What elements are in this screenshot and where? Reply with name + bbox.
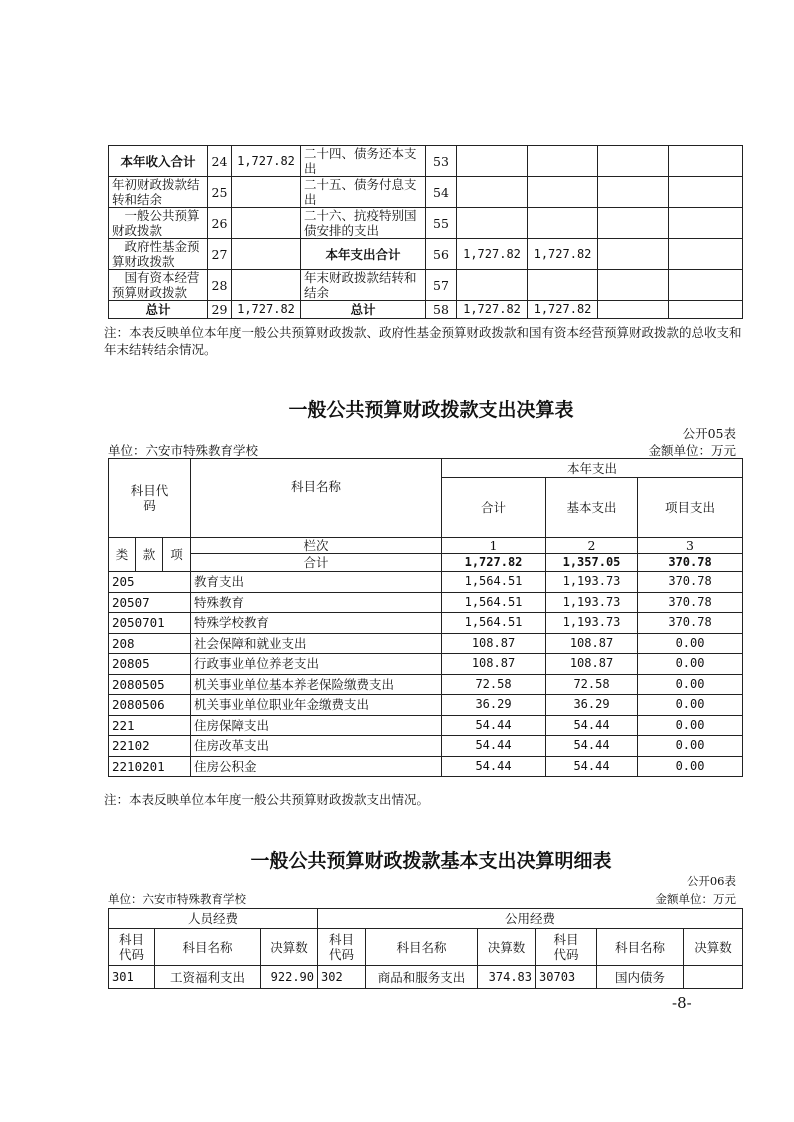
table-cell bbox=[457, 270, 528, 301]
table-cell: 商品和服务支出 bbox=[366, 966, 478, 989]
header-xiang: 项 bbox=[163, 538, 191, 572]
table-cell bbox=[598, 301, 669, 319]
col-number: 1 bbox=[442, 538, 546, 554]
table1-note: 注：本表反映单位本年度一般公共预算财政拨款、政府性基金预算财政拨款和国有资本经营预算财政拨款的总收支和年末结转结余情况。 bbox=[104, 325, 742, 357]
header-amount: 决算数 bbox=[478, 929, 536, 966]
table-cell bbox=[669, 239, 743, 270]
header-year: 本年支出 bbox=[442, 459, 743, 478]
table-cell: 26 bbox=[208, 208, 232, 239]
basic: 108.87 bbox=[546, 654, 638, 675]
table-cell: 一般公共预算财政拨款 bbox=[109, 208, 208, 239]
subject-name: 机关事业单位职业年金缴费支出 bbox=[191, 695, 442, 716]
table-cell: 28 bbox=[208, 270, 232, 301]
header-code: 科目代码 bbox=[536, 929, 597, 966]
table-cell bbox=[669, 301, 743, 319]
table-cell: 1,727.82 bbox=[232, 301, 301, 319]
sum-project: 370.78 bbox=[638, 554, 743, 572]
header-amount: 决算数 bbox=[684, 929, 743, 966]
total: 1,564.51 bbox=[442, 613, 546, 634]
sum-label: 合计 bbox=[191, 554, 442, 572]
basic: 72.58 bbox=[546, 674, 638, 695]
subject-name: 住房公积金 bbox=[191, 756, 442, 777]
header-code: 科目代码 bbox=[109, 929, 155, 966]
basic: 108.87 bbox=[546, 633, 638, 654]
subject-name: 特殊学校教育 bbox=[191, 613, 442, 634]
table2-note: 注：本表反映单位本年度一般公共预算财政拨款支出情况。 bbox=[104, 792, 430, 807]
table-row bbox=[109, 736, 743, 757]
income-expense-table bbox=[108, 145, 743, 319]
basic: 54.44 bbox=[546, 736, 638, 757]
subject-name: 特殊教育 bbox=[191, 592, 442, 613]
table-cell: 301 bbox=[109, 966, 155, 989]
table-cell bbox=[669, 177, 743, 208]
table2-code: 公开05表 bbox=[682, 426, 736, 441]
table-cell: 57 bbox=[426, 270, 457, 301]
table-cell bbox=[232, 208, 301, 239]
table-row bbox=[109, 177, 743, 208]
table-row bbox=[109, 654, 743, 675]
header-lanci: 栏次 bbox=[191, 538, 442, 554]
table-cell bbox=[457, 146, 528, 177]
basic: 36.29 bbox=[546, 695, 638, 716]
subject-code: 2050701 bbox=[109, 613, 191, 634]
table-cell: 25 bbox=[208, 177, 232, 208]
table-cell bbox=[457, 208, 528, 239]
table-cell: 二十五、债务付息支出 bbox=[301, 177, 426, 208]
header-project: 项目支出 bbox=[638, 478, 743, 538]
table-row bbox=[109, 674, 743, 695]
table-cell bbox=[669, 270, 743, 301]
table-cell: 30703 bbox=[536, 966, 597, 989]
subject-code: 2080505 bbox=[109, 674, 191, 695]
project: 0.00 bbox=[638, 654, 743, 675]
table-cell: 58 bbox=[426, 301, 457, 319]
subject-name: 住房改革支出 bbox=[191, 736, 442, 757]
table-cell: 政府性基金预算财政拨款 bbox=[109, 239, 208, 270]
table3-code: 公开06表 bbox=[686, 874, 736, 888]
basic: 1,193.73 bbox=[546, 613, 638, 634]
table-cell: 27 bbox=[208, 239, 232, 270]
table-cell: 本年收入合计 bbox=[109, 146, 208, 177]
table3-unit: 单位：六安市特殊教育学校 bbox=[108, 892, 246, 906]
total: 54.44 bbox=[442, 756, 546, 777]
table-row bbox=[109, 756, 743, 777]
table-cell: 年初财政拨款结转和结余 bbox=[109, 177, 208, 208]
subject-code: 2210201 bbox=[109, 756, 191, 777]
table-cell: 二十六、抗疫特别国债安排的支出 bbox=[301, 208, 426, 239]
table-cell: 总计 bbox=[301, 301, 426, 319]
header-name: 科目名称 bbox=[155, 929, 261, 966]
header-kuan: 款 bbox=[136, 538, 163, 572]
project: 370.78 bbox=[638, 572, 743, 593]
table-cell: 29 bbox=[208, 301, 232, 319]
table-cell bbox=[598, 239, 669, 270]
table-row bbox=[109, 239, 743, 270]
col-number: 3 bbox=[638, 538, 743, 554]
subject-code: 221 bbox=[109, 715, 191, 736]
table3-money-unit: 金额单位：万元 bbox=[655, 892, 736, 906]
table-cell: 国有资本经营预算财政拨款 bbox=[109, 270, 208, 301]
page-number: -8- bbox=[672, 994, 692, 1012]
table-cell bbox=[528, 177, 598, 208]
header-name: 科目名称 bbox=[597, 929, 684, 966]
subject-name: 住房保障支出 bbox=[191, 715, 442, 736]
col-number: 2 bbox=[546, 538, 638, 554]
total: 1,564.51 bbox=[442, 592, 546, 613]
header-row bbox=[109, 929, 743, 966]
project: 0.00 bbox=[638, 715, 743, 736]
table-cell bbox=[684, 966, 743, 989]
subject-code: 20507 bbox=[109, 592, 191, 613]
project: 0.00 bbox=[638, 633, 743, 654]
table-cell: 1,727.82 bbox=[457, 301, 528, 319]
table-cell: 二十四、债务还本支出 bbox=[301, 146, 426, 177]
total: 108.87 bbox=[442, 633, 546, 654]
total: 1,564.51 bbox=[442, 572, 546, 593]
table-cell: 922.90 bbox=[261, 966, 318, 989]
table-row bbox=[109, 208, 743, 239]
table-cell: 1,727.82 bbox=[232, 146, 301, 177]
table-row bbox=[109, 633, 743, 654]
project: 370.78 bbox=[638, 613, 743, 634]
table-cell bbox=[528, 270, 598, 301]
table-cell: 374.83 bbox=[478, 966, 536, 989]
table-cell: 总计 bbox=[109, 301, 208, 319]
basic-expenditure-detail-table bbox=[108, 908, 743, 989]
project: 0.00 bbox=[638, 736, 743, 757]
header-name: 科目名称 bbox=[366, 929, 478, 966]
total: 54.44 bbox=[442, 736, 546, 757]
header-lei: 类 bbox=[109, 538, 136, 572]
subject-name: 教育支出 bbox=[191, 572, 442, 593]
table-cell: 1,727.82 bbox=[528, 301, 598, 319]
table3-title: 一般公共预算财政拨款基本支出决算明细表 bbox=[250, 850, 612, 872]
table-cell bbox=[598, 270, 669, 301]
table2-money-unit: 金额单位：万元 bbox=[648, 443, 736, 458]
table-cell bbox=[457, 177, 528, 208]
table-cell: 国内债务 bbox=[597, 966, 684, 989]
table-cell: 年末财政拨款结转和结余 bbox=[301, 270, 426, 301]
group-personnel: 人员经费 bbox=[109, 909, 318, 929]
subject-code: 20805 bbox=[109, 654, 191, 675]
table-cell bbox=[669, 208, 743, 239]
header-total: 合计 bbox=[442, 478, 546, 538]
project: 0.00 bbox=[638, 695, 743, 716]
table-row bbox=[109, 715, 743, 736]
table-row bbox=[109, 592, 743, 613]
sum-total: 1,727.82 bbox=[442, 554, 546, 572]
table-cell bbox=[232, 177, 301, 208]
header-name: 科目名称 bbox=[191, 459, 442, 538]
table-cell: 本年支出合计 bbox=[301, 239, 426, 270]
table-cell: 工资福利支出 bbox=[155, 966, 261, 989]
table-cell bbox=[232, 270, 301, 301]
table-row bbox=[109, 270, 743, 301]
project: 370.78 bbox=[638, 592, 743, 613]
subject-code: 2080506 bbox=[109, 695, 191, 716]
subject-code: 22102 bbox=[109, 736, 191, 757]
table2-title: 一般公共预算财政拨款支出决算表 bbox=[288, 399, 574, 421]
table-cell: 24 bbox=[208, 146, 232, 177]
subject-name: 行政事业单位养老支出 bbox=[191, 654, 442, 675]
table-cell: 56 bbox=[426, 239, 457, 270]
total: 108.87 bbox=[442, 654, 546, 675]
basic: 54.44 bbox=[546, 756, 638, 777]
header-code: 科目代码 bbox=[318, 929, 366, 966]
table-cell bbox=[528, 208, 598, 239]
table-row bbox=[109, 695, 743, 716]
basic: 1,193.73 bbox=[546, 572, 638, 593]
project: 0.00 bbox=[638, 756, 743, 777]
total: 54.44 bbox=[442, 715, 546, 736]
table-cell: 54 bbox=[426, 177, 457, 208]
subject-name: 社会保障和就业支出 bbox=[191, 633, 442, 654]
header-code: 科目代码 bbox=[109, 459, 191, 538]
header-amount: 决算数 bbox=[261, 929, 318, 966]
expenditure-table bbox=[108, 458, 743, 777]
table-cell bbox=[598, 208, 669, 239]
subject-code: 205 bbox=[109, 572, 191, 593]
table-row bbox=[109, 572, 743, 593]
table-row bbox=[109, 613, 743, 634]
table-cell: 1,727.82 bbox=[457, 239, 528, 270]
table-cell: 302 bbox=[318, 966, 366, 989]
total: 36.29 bbox=[442, 695, 546, 716]
group-public: 公用经费 bbox=[318, 909, 743, 929]
table-cell bbox=[598, 177, 669, 208]
table-row bbox=[109, 146, 743, 177]
table-row bbox=[109, 301, 743, 319]
table-cell bbox=[528, 146, 598, 177]
sum-basic: 1,357.05 bbox=[546, 554, 638, 572]
basic: 1,193.73 bbox=[546, 592, 638, 613]
basic: 54.44 bbox=[546, 715, 638, 736]
total: 72.58 bbox=[442, 674, 546, 695]
table-cell: 53 bbox=[426, 146, 457, 177]
header-basic: 基本支出 bbox=[546, 478, 638, 538]
subject-code: 208 bbox=[109, 633, 191, 654]
table-cell bbox=[232, 239, 301, 270]
table-cell bbox=[598, 146, 669, 177]
table-cell: 1,727.82 bbox=[528, 239, 598, 270]
project: 0.00 bbox=[638, 674, 743, 695]
table-cell bbox=[669, 146, 743, 177]
table-cell: 55 bbox=[426, 208, 457, 239]
table-row bbox=[109, 966, 743, 989]
subject-name: 机关事业单位基本养老保险缴费支出 bbox=[191, 674, 442, 695]
table2-unit: 单位：六安市特殊教育学校 bbox=[108, 443, 259, 458]
